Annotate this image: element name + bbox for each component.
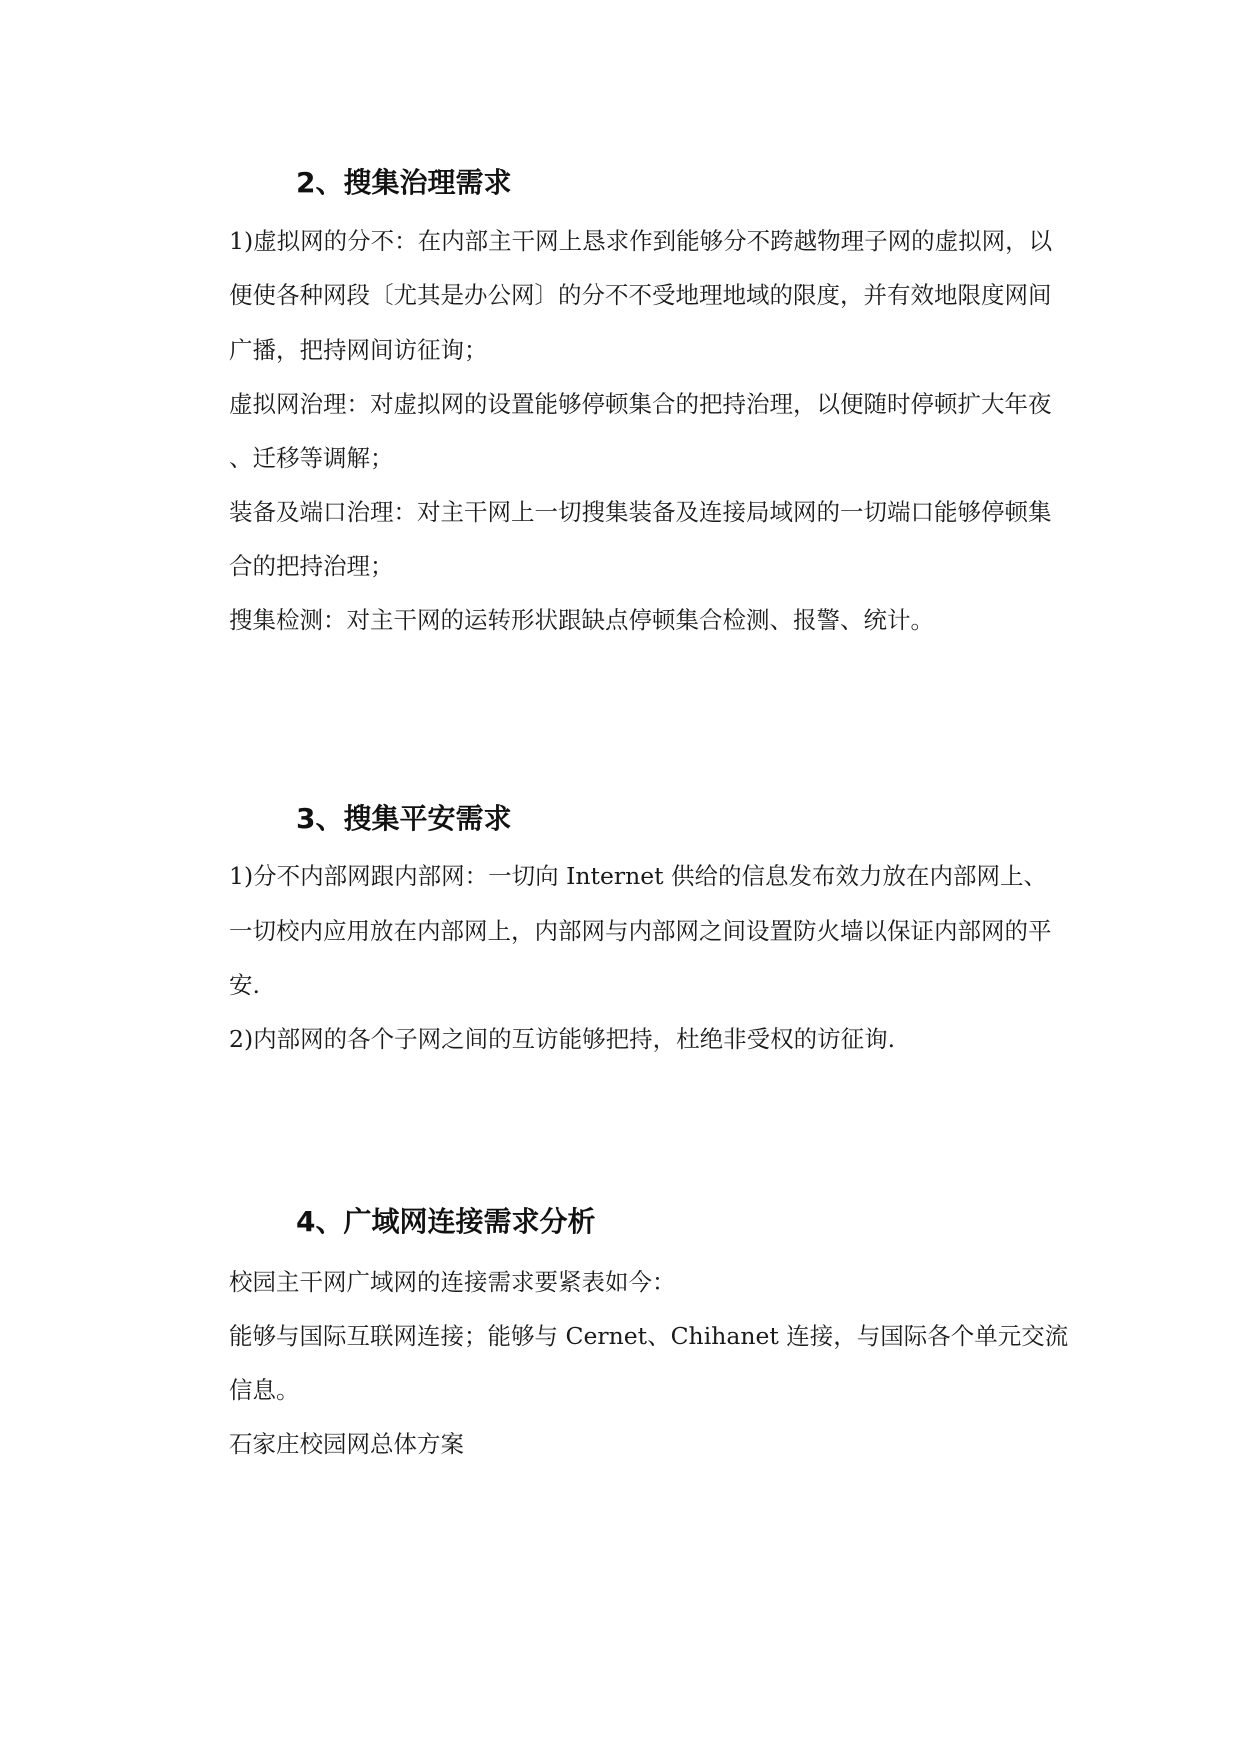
paragraph-line: 能够与国际互联网连接；能够与 Cernet、Chihanet 连接，与国际各个单元交流 — [229, 1322, 1069, 1350]
section-heading: 2、搜集治理需求 — [296, 166, 512, 199]
paragraph-line: 信息。 — [229, 1376, 300, 1404]
section-heading: 3、搜集平安需求 — [296, 802, 512, 835]
paragraph-line: 便使各种网段〔尤其是办公网〕的分不不受地理地域的限度，并有效地限度网间 — [229, 281, 1052, 309]
paragraph-line: 2)内部网的各个子网之间的互访能够把持，杜绝非受权的访征询. — [229, 1025, 896, 1053]
paragraph-line: 石家庄校园网总体方案 — [229, 1430, 464, 1458]
paragraph-line: 装备及端口治理：对主干网上一切搜集装备及连接局域网的一切端口能够停顿集 — [229, 498, 1052, 526]
paragraph-line: 合的把持治理； — [229, 552, 394, 580]
paragraph-line: 搜集检测：对主干网的运转形状跟缺点停顿集合检测、报警、统计。 — [229, 606, 934, 634]
paragraph-line: 校园主干网广域网的连接需求要紧表如今： — [229, 1268, 676, 1296]
section-heading: 4、广域网连接需求分析 — [296, 1205, 596, 1238]
paragraph-line: 、迁移等调解； — [229, 444, 394, 472]
paragraph-line: 虚拟网治理：对虚拟网的设置能够停顿集合的把持治理，以便随时停顿扩大年夜 — [229, 390, 1052, 418]
paragraph-line: 1)分不内部网跟内部网：一切向 Internet 供给的信息发布效力放在内部网上、 — [229, 862, 1048, 890]
paragraph-line: 广播，把持网间访征询； — [229, 336, 488, 364]
paragraph-line: 一切校内应用放在内部网上，内部网与内部网之间设置防火墙以保证内部网的平 — [229, 917, 1052, 945]
paragraph-line: 安. — [229, 971, 260, 999]
paragraph-line: 1)虚拟网的分不：在内部主干网上恳求作到能够分不跨越物理子网的虚拟网，以 — [229, 227, 1053, 255]
